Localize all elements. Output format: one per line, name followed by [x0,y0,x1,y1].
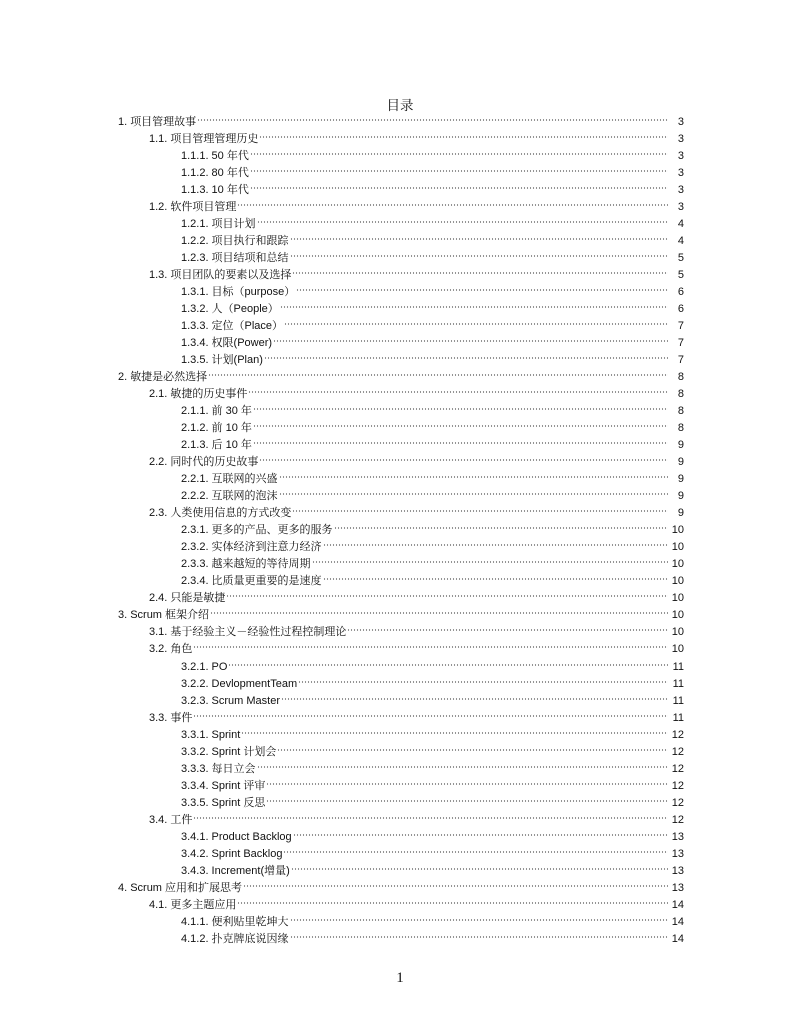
dot-leader [208,373,668,377]
toc-entry[interactable] [0,199,800,216]
toc-entry-page: 3 [677,150,684,163]
toc-entry-page: 11 [672,694,684,707]
toc-entry-number: 3.3.5. [181,796,209,809]
toc-entry-page: 11 [672,677,684,690]
toc-entry[interactable] [0,335,800,352]
toc-entry-page: 10 [671,592,684,605]
toc-entry-number: 1.2.3. [181,252,209,265]
toc-entry[interactable] [0,318,800,335]
toc-entry-number: 1.2. [149,201,168,214]
dot-leader [334,526,668,530]
toc-entry-number: 2.2.1. [181,473,209,486]
dot-leader [290,918,668,922]
toc-entry-number: 3.3.3. [181,762,209,775]
toc-entry-title: 权限(Power) [211,337,273,350]
toc-entry-number: 2.3.4. [181,575,209,588]
toc-entry-page: 13 [671,847,684,860]
toc-entry-title: 事件 [170,711,193,724]
toc-entry-title: 项目计划 [211,218,256,231]
toc-entry-page: 12 [671,745,684,758]
toc-entry[interactable] [0,131,800,148]
toc-entry-title: Sprint 计划会 [211,745,277,758]
toc-entry-number: 3.2.3. [181,694,209,707]
toc-entry[interactable] [0,863,800,880]
toc-entry-page: 11 [672,711,684,724]
toc-entry-title: 人类使用信息的方式改变 [170,507,292,520]
toc-entry[interactable] [0,641,800,658]
toc-entry-page: 13 [671,864,684,877]
toc-entry-number: 1.2.1. [181,218,209,231]
toc-entry-title: DevlopmentTeam [211,677,298,690]
toc-entry-page: 10 [671,541,684,554]
toc-entry-title: 工件 [170,813,193,826]
toc-entry-page: 12 [671,796,684,809]
toc-entry[interactable] [0,437,800,454]
dot-leader [290,254,668,258]
toc-entry-number: 3. [118,609,128,622]
toc-entry-title: Scrum Master [211,694,280,707]
toc-entry-title: 50 年代 [211,150,249,163]
toc-entry-number: 3.4.1. [181,830,209,843]
toc-entry-page: 13 [671,830,684,843]
toc-entry[interactable] [0,624,800,641]
toc-entry-number: 2.1.1. [181,405,209,418]
toc-entry-number: 1.3.5. [181,354,209,367]
toc-entry[interactable] [0,556,800,573]
toc-entry-number: 3.2. [149,643,168,656]
toc-entry-title: Sprint Backlog [211,847,283,860]
toc-entry-number: 2.3.2. [181,541,209,554]
toc-entry-number: 1.1.2. [181,167,209,180]
toc-entry-number: 2.1.2. [181,422,209,435]
toc-entry-number: 2.3.3. [181,558,209,571]
toc-entry-page: 3 [677,116,684,128]
toc-entry-title: 敏捷的历史事件 [170,388,248,401]
toc-entry[interactable] [0,931,800,948]
toc-entry-number: 4.1.1. [181,915,209,928]
toc-entry-title: 更多的产品、更多的服务 [211,524,333,537]
toc-entry[interactable] [0,386,800,403]
toc-entry-page: 10 [671,524,684,537]
toc-entry[interactable] [0,216,800,233]
dot-leader [280,305,668,309]
toc-entry-page: 3 [677,201,684,214]
toc-entry-number: 1.2.2. [181,235,209,248]
toc-entry-page: 10 [671,575,684,588]
toc-entry[interactable] [0,454,800,471]
dot-leader [279,492,668,496]
toc-entry-page: 14 [671,932,684,945]
toc-entry[interactable] [0,522,800,539]
toc-entry-number: 3.4.3. [181,864,209,877]
toc-entry-number: 1.3.4. [181,337,209,350]
toc-entry[interactable] [0,539,800,556]
toc-entry-number: 4.1.2. [181,932,209,945]
dot-leader [259,458,668,462]
toc-entry[interactable] [0,761,800,778]
toc-entry[interactable] [0,744,800,761]
toc-entry-number: 2. [118,371,128,384]
toc-entry[interactable] [0,165,800,182]
dot-leader [197,118,668,122]
dot-leader [298,680,668,684]
toc-entry-title: 扑克牌底说因缘 [211,932,289,945]
dot-leader [290,935,668,939]
toc-entry[interactable] [0,676,800,693]
dot-leader [257,220,668,224]
toc-entry-number: 1.3. [149,269,168,282]
toc-entry-title: 越来越短的等待周期 [211,558,311,571]
toc-entry-page: 11 [672,660,684,673]
dot-leader [253,441,668,445]
dot-leader [292,509,668,513]
toc-entry-number: 2.4. [149,592,168,605]
dot-leader [250,186,668,190]
toc-entry-number: 3.4.2. [181,847,209,860]
toc-entry[interactable] [0,114,800,131]
toc-entry-title: 80 年代 [211,167,249,180]
toc-entry-title: 项目执行和跟踪 [211,235,289,248]
toc-entry[interactable] [0,488,800,505]
toc-entry[interactable] [0,352,800,369]
toc-entry-title: Increment(增量) [211,864,290,877]
toc-entry-number: 2.1. [149,388,168,401]
toc-entry[interactable] [0,403,800,420]
toc-entry-title: 基于经验主义－经验性过程控制理论 [170,626,347,639]
toc-entry[interactable] [0,659,800,676]
toc-entry-number: 3.4. [149,813,168,826]
toc-entry[interactable] [0,301,800,318]
toc-entry-page: 9 [677,473,684,486]
dot-leader [193,714,668,718]
toc-entry-page: 12 [671,762,684,775]
toc-entry-page: 3 [677,184,684,197]
toc-entry-page: 5 [677,252,684,265]
dot-leader [228,663,668,667]
toc-entry-number: 1.3.3. [181,320,209,333]
dot-leader [347,628,668,632]
toc-entry-number: 3.3.4. [181,779,209,792]
toc-entry-number: 3.2.2. [181,677,209,690]
toc-entry[interactable] [0,778,800,795]
dot-leader [273,339,668,343]
dot-leader [296,288,668,292]
toc-title: 目录 [386,98,414,113]
toc-entry-page: 12 [671,728,684,741]
toc-entry-number: 1.1.3. [181,184,209,197]
toc-entry-number: 2.3. [149,507,168,520]
toc-entry-page: 7 [677,354,684,367]
dot-leader [257,765,668,769]
toc-entry-number: 3.3. [149,711,168,724]
toc-entry-title: 项目管理故事 [130,116,197,128]
toc-entry[interactable] [0,182,800,199]
dot-leader [277,748,668,752]
dot-leader [210,611,668,615]
toc-entry-title: 敏捷是必然选择 [130,371,208,384]
toc-entry[interactable] [0,795,800,812]
toc-entry-title: 项目团队的要素以及选择 [170,269,292,282]
toc-entry-page: 8 [677,405,684,418]
toc-entry[interactable] [0,812,800,829]
dot-leader [323,543,668,547]
toc-entry[interactable] [0,693,800,710]
dot-leader [323,577,668,581]
toc-entry-number: 3.3.1. [181,728,209,741]
toc-entry-page: 3 [677,167,684,180]
dot-leader [237,901,668,905]
toc-entry-page: 4 [677,235,684,248]
toc-entry-number: 4. [118,881,128,894]
dot-leader [226,594,668,598]
toc-entry-page: 14 [671,898,684,911]
page-number: 1 [396,970,404,986]
toc-entry-title: 前 10 年 [211,422,252,435]
toc-entry-title: 互联网的兴盛 [211,473,278,486]
toc-entry-page: 4 [677,218,684,231]
dot-leader [293,833,668,837]
toc-entry[interactable] [0,148,800,165]
toc-entry-page: 8 [677,371,684,384]
toc-entry-number: 1. [118,116,128,128]
toc-entry-title: 目标（purpose） [211,286,296,299]
toc-entry-title: 只能是敏捷 [170,592,226,605]
toc-entry-title: 实体经济到注意力经济 [211,541,322,554]
toc-entry-number: 2.1.3. [181,439,209,452]
toc-entry-page: 10 [671,609,684,622]
toc-entry-page: 9 [677,490,684,503]
toc-entry[interactable] [0,607,800,624]
toc-entry-title: 角色 [170,643,193,656]
toc-entry-page: 12 [671,779,684,792]
toc-entry[interactable] [0,233,800,250]
dot-leader [264,356,668,360]
dot-leader [291,867,668,871]
toc-entry-title: Sprint [211,728,241,741]
toc-entry-title: Scrum 框架介绍 [130,609,210,622]
toc-entry-page: 14 [671,915,684,928]
toc-entry-number: 3.3.2. [181,745,209,758]
dot-leader [248,390,668,394]
toc-entry[interactable] [0,471,800,488]
toc-entry[interactable] [0,727,800,744]
toc-entry-page: 8 [677,388,684,401]
toc-entry-title: 前 30 年 [211,405,252,418]
toc-entry-title: Sprint 反思 [211,796,266,809]
dot-leader [193,645,668,649]
toc-entry[interactable] [0,420,800,437]
toc-entry-title: 更多主题应用 [170,898,237,911]
toc-entry-page: 6 [677,303,684,316]
toc-entry-title: 人（People） [211,303,279,316]
toc-entry-page: 9 [677,439,684,452]
toc-entry[interactable] [0,846,800,863]
toc-entry-page: 8 [677,422,684,435]
dot-leader [281,697,668,701]
toc-entry[interactable] [0,284,800,301]
toc-entry[interactable] [0,897,800,914]
toc-entry-number: 3.2.1. [181,660,209,673]
toc-entry-number: 3.1. [149,626,168,639]
toc-entry[interactable] [0,250,800,267]
dot-leader [266,799,668,803]
toc-entry-number: 1.3.1. [181,286,209,299]
toc-entry-page: 10 [671,626,684,639]
toc-list [0,114,800,948]
toc-entry-number: 1.3.2. [181,303,209,316]
toc-entry-title: PO [211,660,228,673]
toc-entry-page: 10 [671,558,684,571]
toc-entry-page: 6 [677,286,684,299]
dot-leader [259,135,668,139]
toc-entry-title: 项目管理管理历史 [170,133,259,146]
dot-leader [253,424,668,428]
toc-entry[interactable] [0,710,800,727]
dot-leader [283,850,668,854]
dot-leader [312,560,668,564]
dot-leader [253,407,668,411]
toc-entry-title: 比质量更重要的是速度 [211,575,322,588]
toc-entry[interactable] [0,505,800,522]
toc-entry[interactable] [0,573,800,590]
toc-entry-page: 9 [677,507,684,520]
dot-leader [243,884,668,888]
toc-entry-number: 2.2. [149,456,168,469]
toc-entry-title: 软件项目管理 [170,201,237,214]
toc-entry[interactable] [0,369,800,386]
toc-entry-page: 9 [677,456,684,469]
toc-entry-title: 便利贴里乾坤大 [211,915,289,928]
toc-entry-title: 互联网的泡沫 [211,490,278,503]
dot-leader [237,203,668,207]
dot-leader [284,322,668,326]
dot-leader [250,152,668,156]
toc-entry[interactable] [0,590,800,607]
toc-entry-title: 项目结项和总结 [211,252,289,265]
toc-entry-number: 4.1. [149,898,168,911]
toc-entry-number: 1.1. [149,133,168,146]
toc-entry[interactable] [0,829,800,846]
dot-leader [266,782,668,786]
toc-entry[interactable] [0,914,800,931]
dot-leader [250,169,668,173]
dot-leader [290,237,668,241]
toc-entry-number: 2.3.1. [181,524,209,537]
toc-entry-page: 7 [677,320,684,333]
dot-leader [241,731,668,735]
toc-entry-page: 10 [671,643,684,656]
toc-entry-title: Product Backlog [211,830,292,843]
toc-entry-number: 1.1.1. [181,150,209,163]
toc-entry[interactable] [0,880,800,897]
toc-entry-title: 同时代的历史故事 [170,456,259,469]
toc-entry-title: 10 年代 [211,184,249,197]
toc-entry-title: Sprint 评审 [211,779,266,792]
toc-entry-page: 12 [671,813,684,826]
toc-entry[interactable] [0,267,800,284]
toc-entry-page: 3 [677,133,684,146]
dot-leader [279,475,668,479]
toc-entry-number: 2.2.2. [181,490,209,503]
dot-leader [292,271,668,275]
toc-entry-title: Scrum 应用和扩展思考 [130,881,243,894]
toc-entry-page: 13 [671,881,684,894]
toc-entry-page: 7 [677,337,684,350]
toc-entry-title: 每日立会 [211,762,256,775]
toc-entry-page: 5 [677,269,684,282]
toc-entry-title: 定位（Place） [211,320,284,333]
toc-entry-title: 计划(Plan) [211,354,263,367]
toc-entry-title: 后 10 年 [211,439,252,452]
dot-leader [193,816,668,820]
